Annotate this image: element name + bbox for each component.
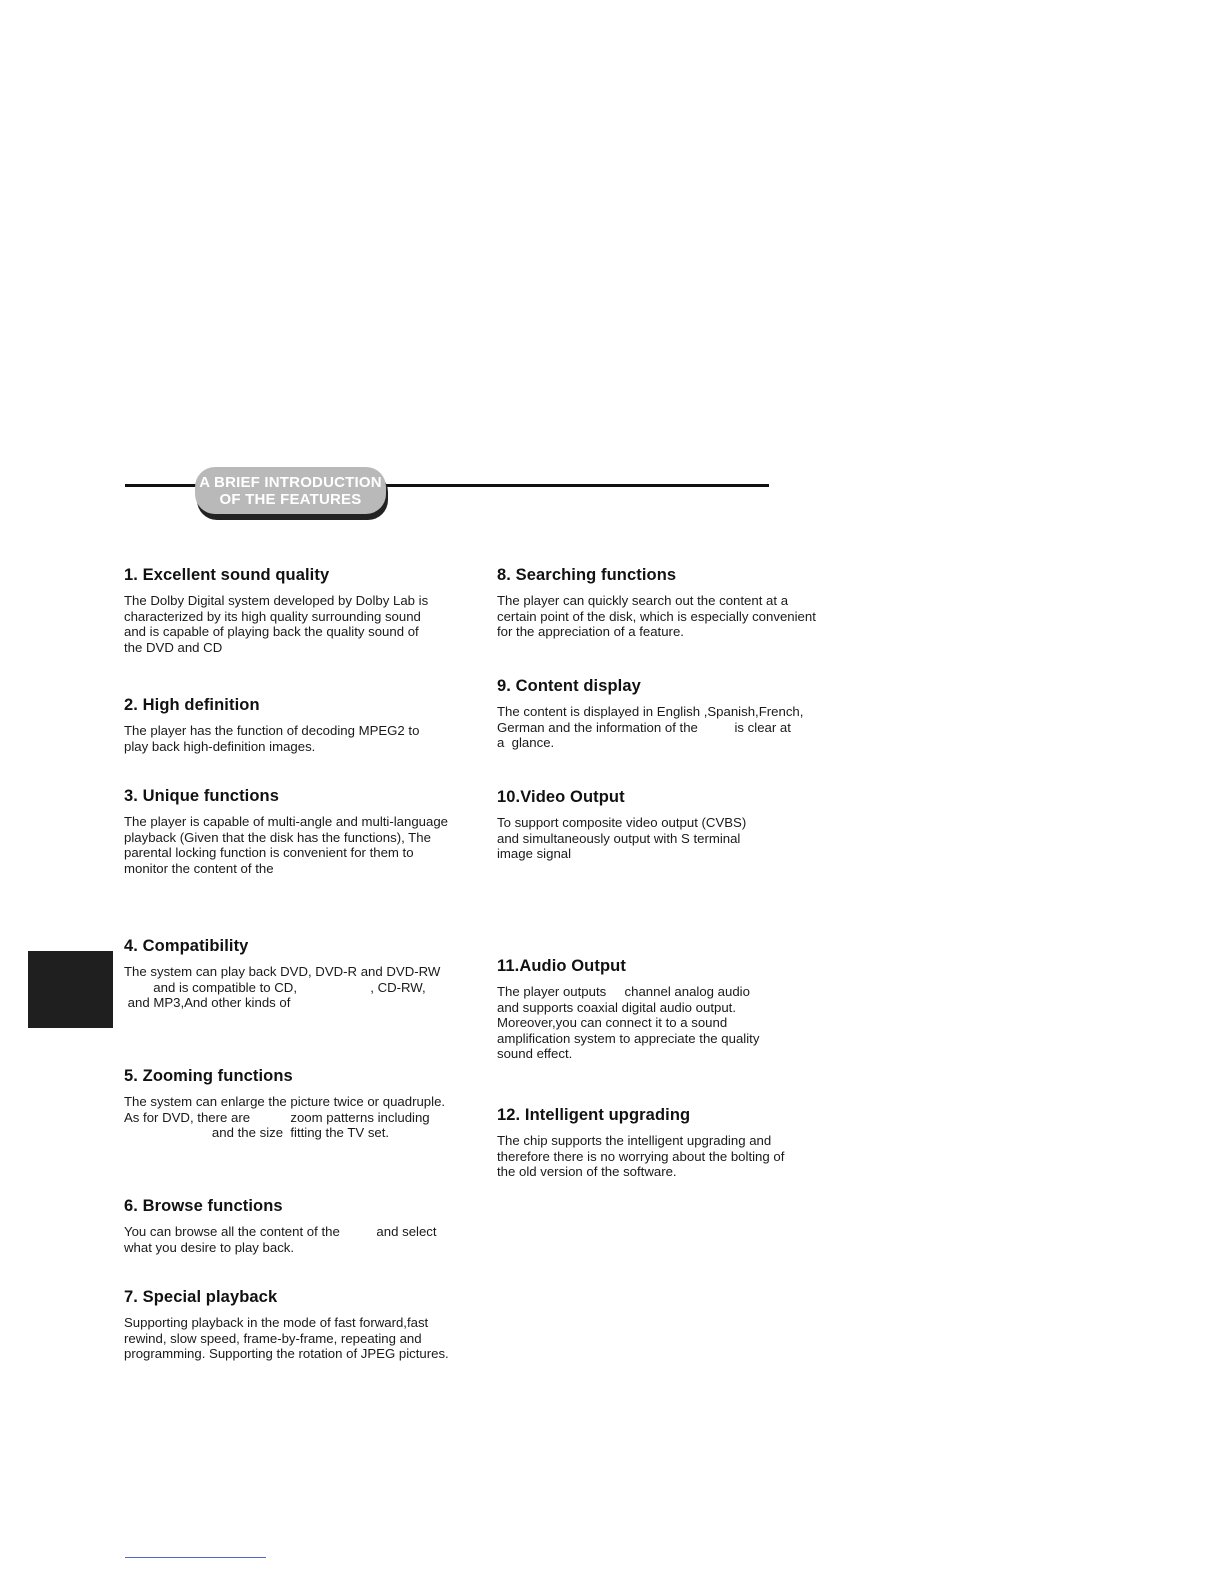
feature-body-line: certain point of the disk, which is especially convenient	[497, 608, 816, 624]
feature-body-line: therefore there is no worrying about the bolting of	[497, 1148, 785, 1164]
feature-body	[124, 964, 474, 1011]
feature-body	[497, 593, 842, 640]
feature-body	[124, 1315, 474, 1362]
feature-body-line: and simultaneously output with S terminal	[497, 830, 741, 846]
feature-searching-functions	[497, 566, 842, 640]
banner-line-2: OF THE FEATURES	[219, 490, 362, 508]
side-tab-marker	[28, 951, 113, 1028]
feature-video-output	[497, 788, 842, 862]
feature-body-line: and supports coaxial digital audio output.	[497, 999, 737, 1015]
feature-title: 3. Unique functions	[124, 787, 279, 805]
feature-body-line: sound effect.	[497, 1046, 573, 1061]
feature-title: 5. Zooming functions	[124, 1067, 293, 1085]
feature-unique-functions	[124, 787, 474, 876]
feature-title: 2. High definition	[124, 696, 260, 714]
feature-body	[497, 984, 842, 1062]
feature-body	[124, 593, 474, 655]
feature-title: 10.Video Output	[497, 788, 625, 806]
feature-body-line: and is compatible to CD, , CD-RW,	[124, 979, 426, 995]
feature-body-line: characterized by its high quality surrounding sound	[124, 608, 421, 624]
feature-body-line: rewind, slow speed, frame-by-frame, repeating and	[124, 1330, 422, 1346]
feature-title: 11.Audio Output	[497, 957, 626, 975]
feature-body	[124, 1224, 474, 1255]
feature-browse-functions	[124, 1197, 474, 1255]
feature-body-line: The Dolby Digital system developed by Dolby Lab is	[124, 593, 429, 608]
feature-body-line: Supporting playback in the mode of fast forward,fast	[124, 1315, 429, 1330]
feature-body-line: The system can play back DVD, DVD-R and DVD-RW	[124, 964, 441, 979]
footer-link-underline	[125, 1557, 266, 1558]
feature-title: 9. Content display	[497, 677, 641, 695]
feature-title: 12. Intelligent upgrading	[497, 1106, 691, 1124]
feature-body-line: playback (Given that the disk has the functions), The	[124, 829, 431, 845]
feature-intelligent-upgrading	[497, 1106, 842, 1180]
feature-body-line: and MP3,And other kinds of	[124, 995, 291, 1010]
feature-body-line: The player can quickly search out the content at a	[497, 593, 789, 608]
feature-body-line: and is capable of playing back the quality sound of	[124, 624, 419, 639]
feature-body	[124, 723, 474, 754]
feature-title: 8. Searching functions	[497, 566, 677, 584]
feature-zooming-functions	[124, 1067, 474, 1141]
feature-title: 4. Compatibility	[124, 937, 249, 955]
feature-body-line: Moreover,you can connect it to a sound	[497, 1015, 728, 1030]
feature-body-line: amplification system to appreciate the quality	[497, 1030, 760, 1046]
feature-body-line: The player has the function of decoding MPEG2 to	[124, 723, 420, 738]
feature-content-display	[497, 677, 842, 751]
feature-body-line: To support composite video output (CVBS)	[497, 815, 747, 830]
section-banner	[195, 467, 386, 514]
feature-body-line: and the size fitting the TV set.	[124, 1125, 390, 1140]
feature-body-line: The content is displayed in English ,Spanish,French,	[497, 704, 804, 719]
banner-line-1: A BRIEF INTRODUCTION	[199, 473, 382, 491]
feature-body	[124, 1094, 474, 1141]
feature-body-line: for the appreciation of a feature.	[497, 624, 684, 639]
banner-rule-left	[125, 484, 199, 487]
feature-body-line: The system can enlarge the picture twice or quadruple.	[124, 1094, 446, 1109]
feature-body-line: The player is capable of multi-angle and multi-language	[124, 814, 449, 829]
feature-body-line: a glance.	[497, 735, 555, 750]
feature-body-line: the old version of the software.	[497, 1164, 677, 1179]
feature-excellent-sound-quality	[124, 566, 474, 655]
feature-body-line: The player outputs channel analog audio	[497, 984, 750, 999]
banner-rule-right	[386, 484, 769, 487]
feature-special-playback	[124, 1288, 474, 1362]
feature-body-line: German and the information of the is clear at	[497, 719, 791, 735]
feature-body-line: what you desire to play back.	[124, 1239, 295, 1255]
feature-title: 1. Excellent sound quality	[124, 566, 330, 584]
feature-body	[497, 704, 842, 751]
feature-compatibility	[124, 937, 474, 1011]
feature-high-definition	[124, 696, 474, 754]
feature-body-line: the DVD and CD	[124, 639, 223, 655]
feature-body-line: parental locking function is convenient for them to	[124, 845, 414, 860]
feature-body-line: As for DVD, there are zoom patterns including	[124, 1109, 430, 1125]
feature-body-line: programming. Supporting the rotation of JPEG pictures.	[124, 1346, 449, 1361]
feature-body	[497, 815, 842, 862]
feature-title: 7. Special playback	[124, 1288, 278, 1306]
feature-body	[497, 1133, 842, 1180]
feature-body-line: play back high-definition images.	[124, 738, 316, 754]
feature-body	[124, 814, 474, 876]
feature-body-line: You can browse all the content of the and select	[124, 1224, 437, 1239]
feature-title: 6. Browse functions	[124, 1197, 283, 1215]
feature-body-line: The chip supports the intelligent upgrading and	[497, 1133, 772, 1148]
feature-body-line: image signal	[497, 846, 572, 861]
feature-audio-output	[497, 957, 842, 1062]
feature-body-line: monitor the content of the	[124, 860, 274, 876]
